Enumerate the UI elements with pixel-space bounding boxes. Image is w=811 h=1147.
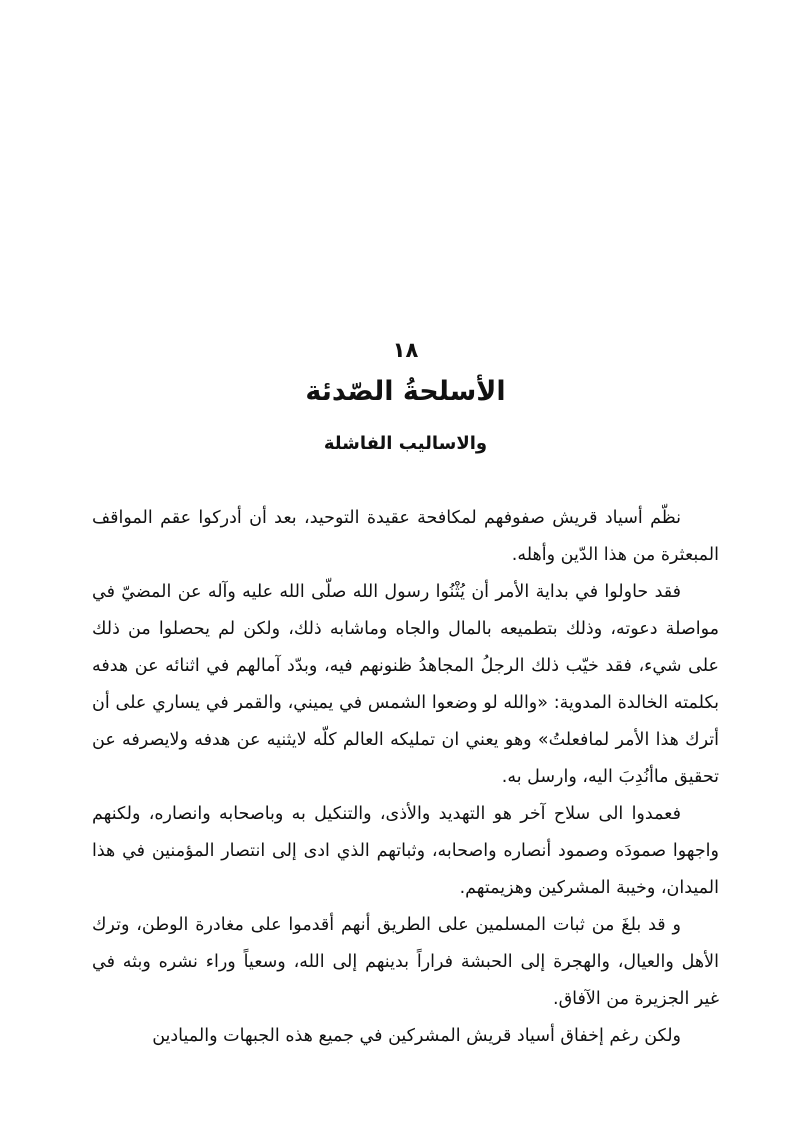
chapter-title: الأسلحةُ الصّدئة bbox=[305, 376, 506, 407]
body-paragraph: نظّم أسياد قريش صفوفهم لمكافحة عقيدة التوحيد، بعد أن أدركوا عقم المواقف المبعثرة من هذا الدّين وأهله. bbox=[92, 508, 719, 565]
body-paragraph: و قد بلغَ من ثبات المسلمين على الطريق أنهم أقدموا على مغادرة الوطن، وترك الأهل والعيال، والهجرة إلى الحبشة فراراً بدينهم إلى الله، وسعياً وراء نشره وبثه في غير الجزيرة من الآفاق. bbox=[92, 915, 719, 1009]
chapter-heading bbox=[92, 338, 719, 454]
chapter-subtitle: والاساليب الفاشلة bbox=[323, 433, 488, 454]
chapter-number: ١٨ bbox=[392, 338, 419, 362]
chapter-body bbox=[92, 500, 719, 1055]
body-paragraph: فعمدوا الى سلاح آخر هو التهديد والأذى، والتنكيل به وباصحابه وانصاره، ولكنهم واجهوا صمودَه وصمود أنصاره واصحابه، وثباتهم الذي ادى إلى انتصار المؤمنين في هذا الميدان، وخيبة المشركين وهزيمتهم. bbox=[92, 804, 719, 898]
body-paragraph: ولكن رغم إخفاق أسياد قريش المشركين في جميع هذه الجبهات والميادين bbox=[152, 1026, 681, 1046]
body-paragraph: فقد حاولوا في بداية الأمر أن يُثْنُوا رسول الله صلّى الله عليه وآله عن المضيّ في مواصلة دعوته، وذلك بتطميعه بالمال والجاه وماشابه ذلك، ولكن لم يحصلوا من ذلك على شيء، فقد خيّب ذلك الرجلُ المجاهدُ ظنونهم فيه، وبدّد آمالهم في اثنائه عن هدفه بكلمته الخالدة المدوية: «والله لو وضعوا الشمس في يميني، والقمر في يساري على أن أترك هذا الأمر لمافعلتُ» وهو يعني ان تمليكه العالم كلّه لايثنيه عن هدفه ولايصرفه عن تحقيق ماأنُدِبَ اليه، وارسل به. bbox=[92, 582, 719, 787]
